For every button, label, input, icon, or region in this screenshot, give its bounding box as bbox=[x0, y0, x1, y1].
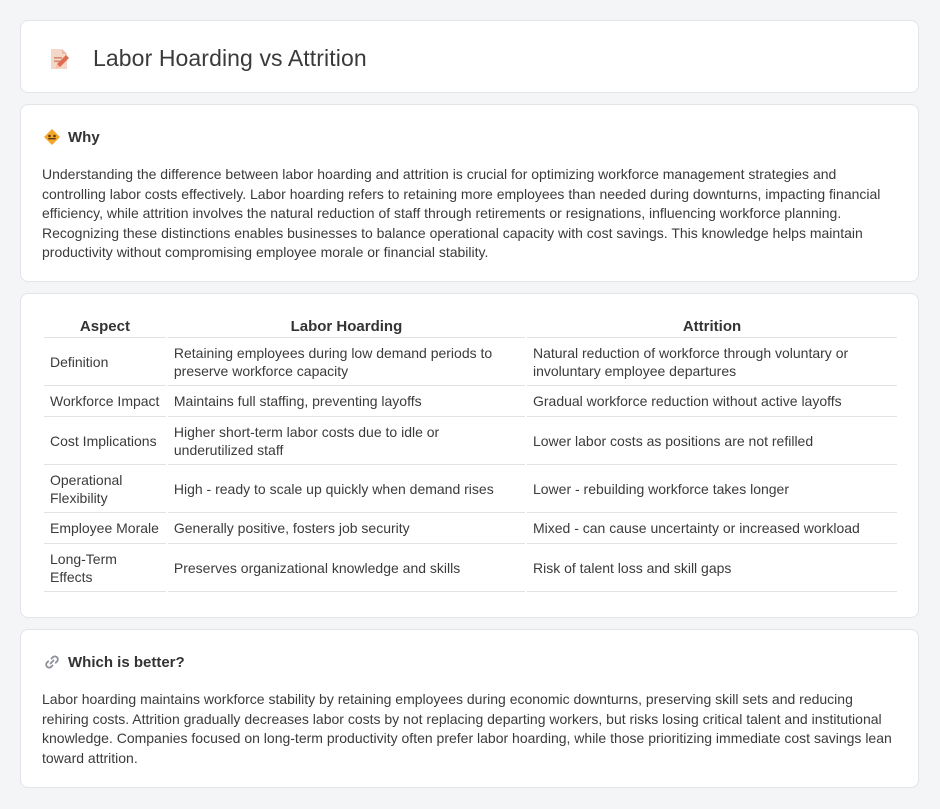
row-attrition: Lower labor costs as positions are not refilled bbox=[527, 417, 897, 465]
why-title: Why bbox=[68, 128, 100, 146]
row-aspect: Employee Morale bbox=[44, 513, 166, 544]
row-aspect: Operational Flexibility bbox=[44, 465, 166, 513]
row-attrition: Gradual workforce reduction without active layoffs bbox=[527, 386, 897, 417]
document-pencil-icon bbox=[47, 47, 71, 71]
table-row bbox=[44, 544, 897, 592]
page-title: Labor Hoarding vs Attrition bbox=[93, 45, 367, 71]
better-heading bbox=[43, 653, 185, 671]
why-text: Understanding the difference between labor hoarding and attrition is crucial for optimizing workforce management strategies and controlling labor costs effectively. Labor hoarding refers to retaining more employees than needed during downturns, impacting financial efficiency, while attrition involves the natural reduction of staff through retirements or resignations, influencing workforce planning. Recognizing these distinctions enables businesses to balance operational capacity with cost savings. This knowledge helps maintain productivity without compromising employee morale or financial stability. bbox=[42, 166, 881, 261]
link-icon bbox=[43, 653, 61, 671]
comparison-table bbox=[42, 316, 899, 592]
row-labor-hoarding: Retaining employees during low demand periods to preserve workforce capacity bbox=[168, 338, 525, 386]
row-labor-hoarding: Preserves organizational knowledge and skills bbox=[168, 544, 525, 592]
better-text: Labor hoarding maintains workforce stability by retaining employees during economic downturns, preserving skill sets and reducing rehiring costs. Attrition gradually decreases labor costs by not replacing departing workers, but risks losing critical talent and institutional knowledge. Companies focused on long-term productivity often prefer labor hoarding, while those prioritizing immediate cost savings lean toward attrition. bbox=[42, 691, 892, 766]
row-labor-hoarding: Higher short-term labor costs due to idle or underutilized staff bbox=[168, 417, 525, 465]
warning-sign-icon bbox=[43, 128, 61, 146]
table-row bbox=[44, 338, 897, 386]
which-is-better-section bbox=[20, 629, 919, 788]
row-aspect: Workforce Impact bbox=[44, 386, 166, 417]
row-labor-hoarding: Maintains full staffing, preventing layoffs bbox=[168, 386, 525, 417]
column-header-labor-hoarding: Labor Hoarding bbox=[168, 316, 525, 338]
row-labor-hoarding: Generally positive, fosters job security bbox=[168, 513, 525, 544]
table-row bbox=[44, 513, 897, 544]
row-attrition: Lower - rebuilding workforce takes longer bbox=[527, 465, 897, 513]
title-row bbox=[47, 45, 367, 72]
row-aspect: Definition bbox=[44, 338, 166, 386]
row-aspect: Cost Implications bbox=[44, 417, 166, 465]
table-row bbox=[44, 465, 897, 513]
column-header-aspect: Aspect bbox=[44, 316, 166, 338]
why-section bbox=[20, 104, 919, 282]
row-attrition: Natural reduction of workforce through voluntary or involuntary employee departures bbox=[527, 338, 897, 386]
why-heading bbox=[43, 128, 100, 146]
comparison-section bbox=[20, 293, 919, 618]
row-aspect: Long-Term Effects bbox=[44, 544, 166, 592]
row-attrition: Mixed - can cause uncertainty or increased workload bbox=[527, 513, 897, 544]
table-row bbox=[44, 417, 897, 465]
table-header-row bbox=[44, 316, 897, 338]
row-labor-hoarding: High - ready to scale up quickly when demand rises bbox=[168, 465, 525, 513]
row-attrition: Risk of talent loss and skill gaps bbox=[527, 544, 897, 592]
table-row bbox=[44, 386, 897, 417]
column-header-attrition: Attrition bbox=[527, 316, 897, 338]
better-title: Which is better? bbox=[68, 653, 185, 671]
header-card bbox=[20, 20, 919, 93]
